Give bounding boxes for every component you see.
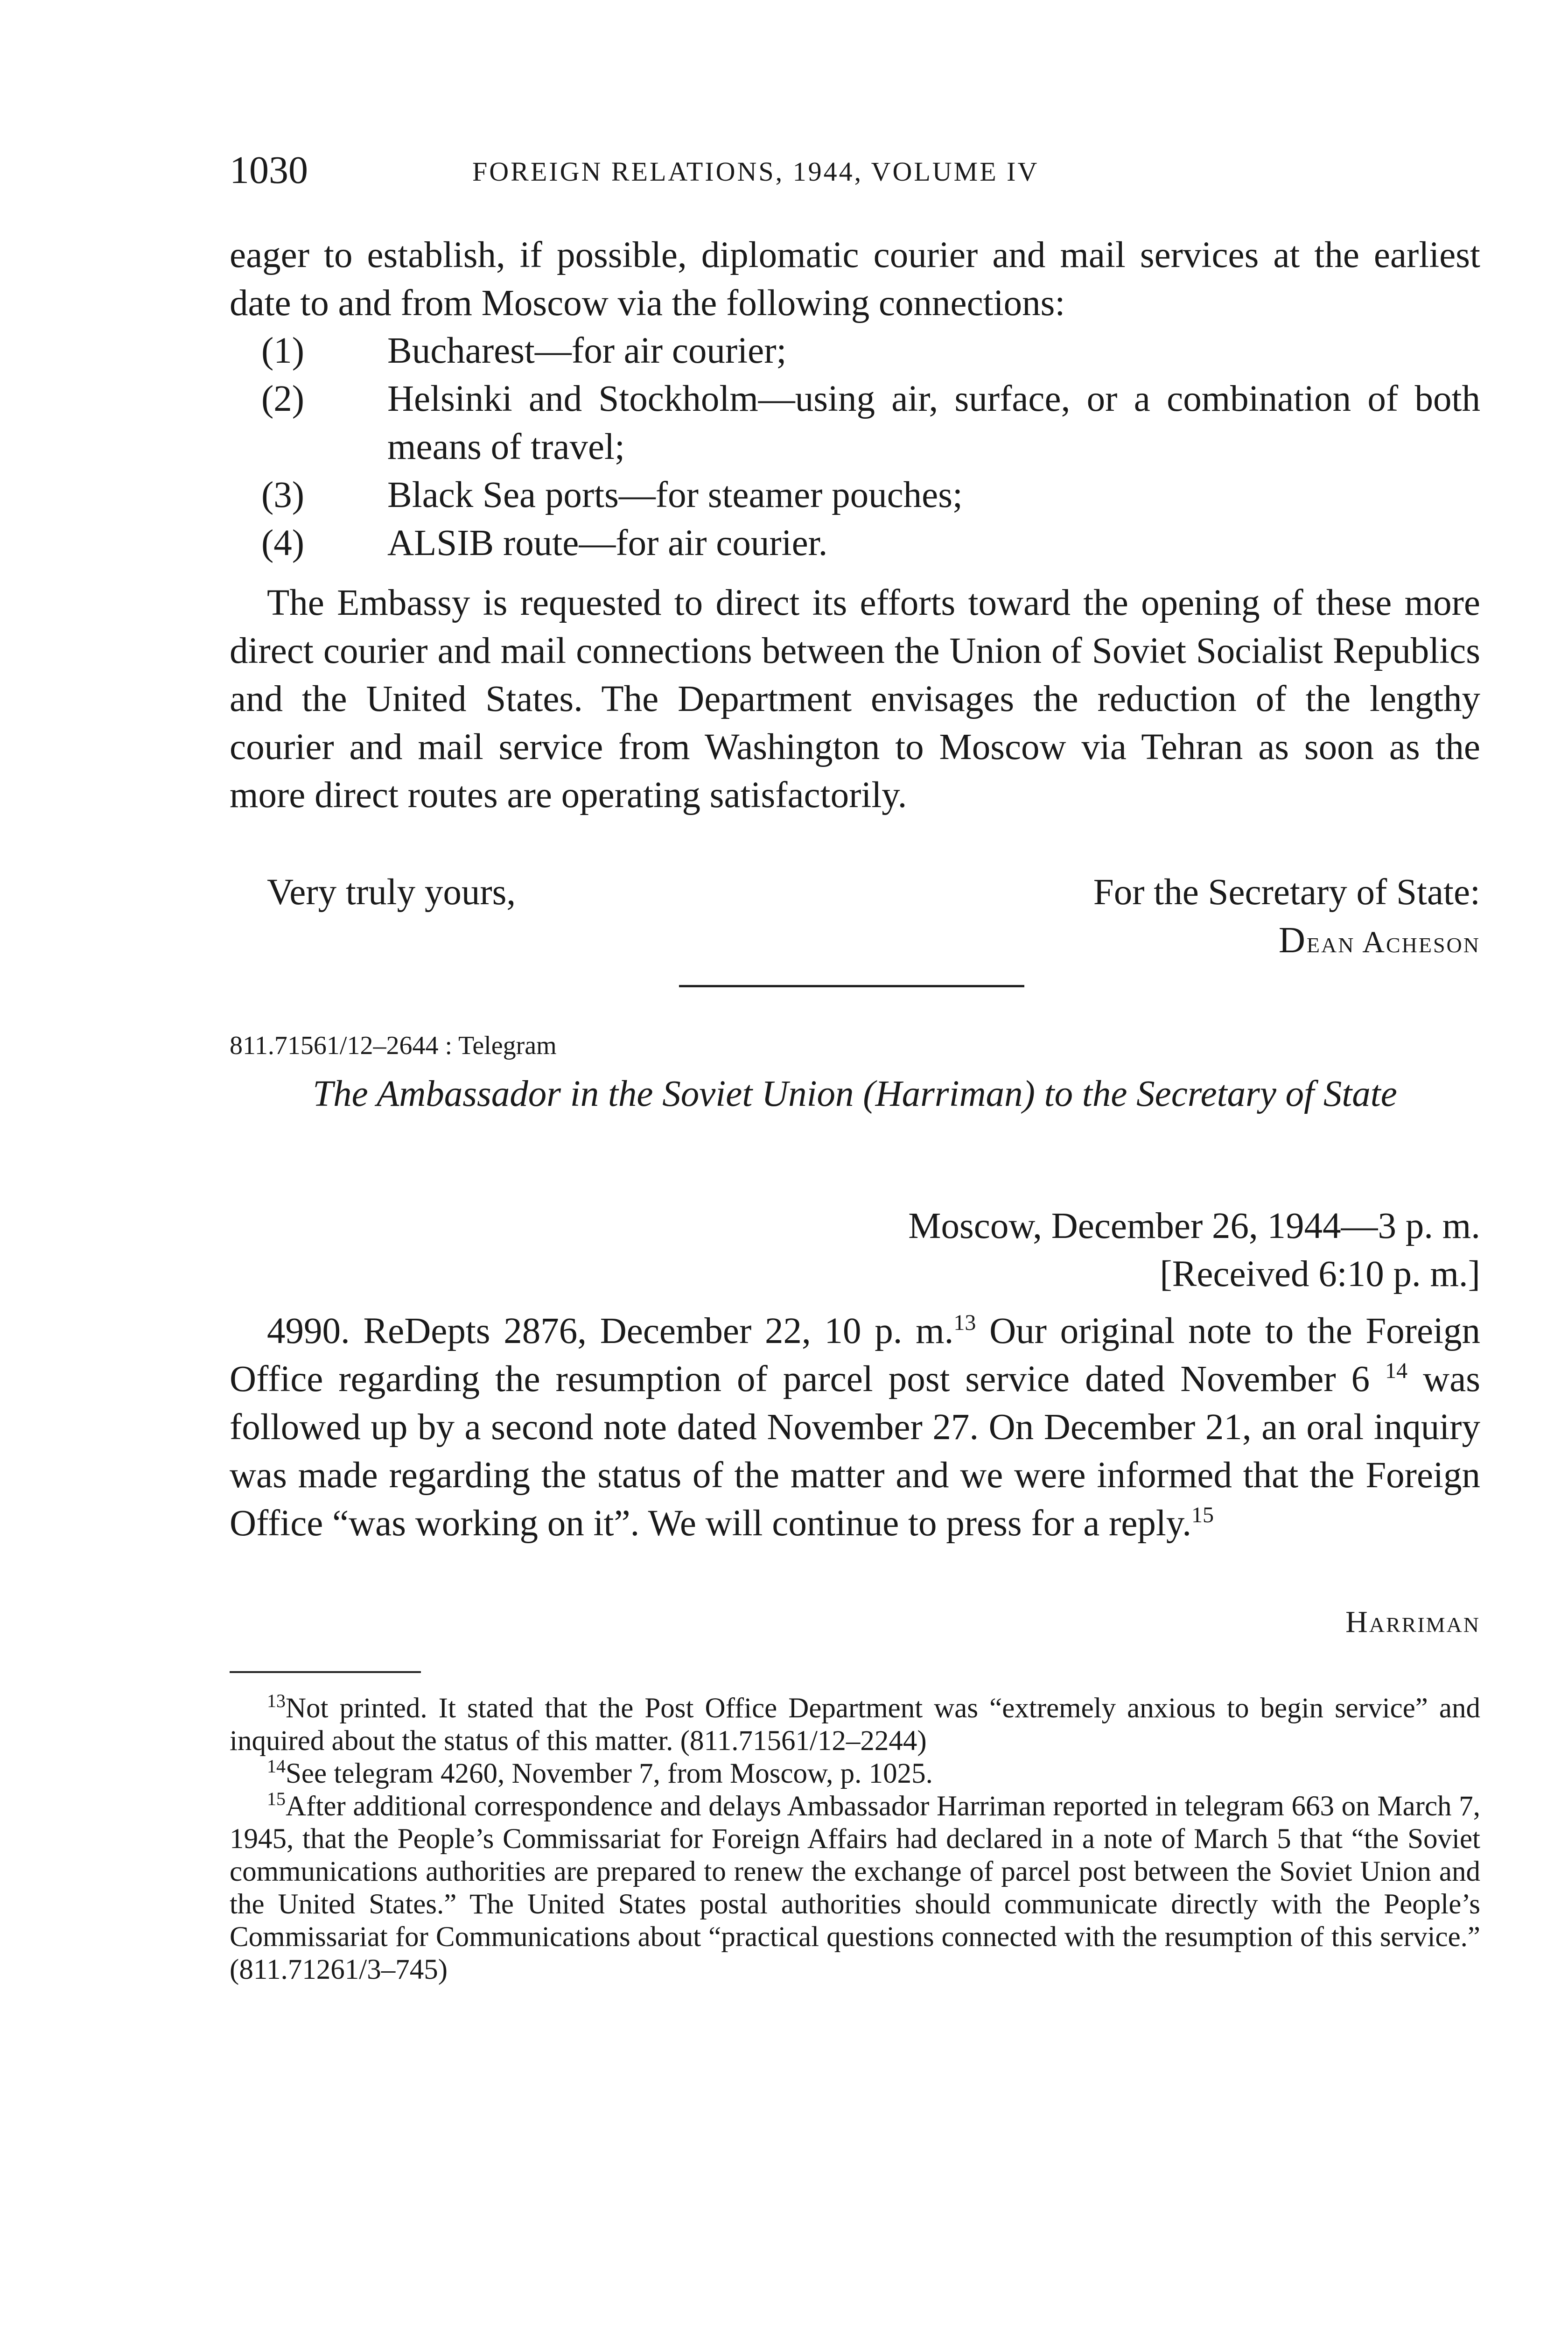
running-title: FOREIGN RELATIONS, 1944, VOLUME IV xyxy=(472,156,1039,187)
telegram-signer: Harriman xyxy=(1345,1605,1480,1639)
footnote xyxy=(230,1692,1480,1758)
footnote-text: Not printed. It stated that the Post Office Department was “extremely anxious to begin service” and inquired about the status of this matter. (811.71561/12–2244) xyxy=(230,1693,1480,1757)
telegram-text-part-3: was followed up by a second note dated November 27. On December 21, an oral inquiry was made regarding the status of the matter and we were informed that the Foreign Office “was working on it”. We will continue to press for a reply. xyxy=(230,1359,1480,1544)
footnote-ref-15[interactable]: 15 xyxy=(1191,1503,1214,1527)
footnote-ref-13[interactable]: 13 xyxy=(953,1310,976,1335)
connections-list xyxy=(261,327,1480,567)
letter-body-paragraph: The Embassy is requested to direct its efforts toward the opening of these more direct courier and mail connections between the Union of Soviet Socialist Republics and the United States. The Department envisages the reduction of the lengthy courier and mail service from Washington to Moscow via Tehran as soon as the more direct routes are operating satisfactorily. xyxy=(230,583,1480,815)
footnote-divider xyxy=(230,1671,421,1673)
list-item-number: (1) xyxy=(261,330,305,371)
footnote-number: 14 xyxy=(267,1756,286,1777)
list-item xyxy=(261,471,1480,519)
for-secretary-line: For the Secretary of State: xyxy=(1093,872,1480,913)
footnote-number: 15 xyxy=(267,1788,286,1809)
list-item xyxy=(261,327,1480,375)
footnote-text: After additional correspondence and delays Ambassador Harriman reported in telegram 663 on March 7, 1945, that the People’s Commissariat for Foreign Affairs had declared in a note of March 5 that “the Soviet communications authorities are prepared to renew the exchange of parcel post between the Soviet Union and the United States.” The United States postal authorities should communicate directly with the People’s Commissariat for Communications about “practical questions connected with the resumption of this service.” (811.71261/3–745) xyxy=(230,1791,1480,1985)
list-item xyxy=(261,375,1480,471)
document-title: The Ambassador in the Soviet Union (Harriman) to the Secretary of State xyxy=(313,1074,1397,1114)
footnotes xyxy=(230,1692,1480,1986)
footnote-number: 13 xyxy=(267,1690,286,1711)
footnote xyxy=(230,1790,1480,1986)
file-number: 811.71561/12–2644 : Telegram xyxy=(230,1031,557,1060)
list-item-number: (2) xyxy=(261,379,305,419)
dateline xyxy=(230,1202,1480,1298)
list-item-number: (3) xyxy=(261,475,305,515)
date-received: [Received 6:10 p. m.] xyxy=(1160,1254,1480,1294)
list-item-text: ALSIB route—for air courier. xyxy=(387,523,828,563)
list-item-number: (4) xyxy=(261,523,305,563)
page-header xyxy=(230,145,1480,196)
letter-signer: Dean Acheson xyxy=(1278,920,1480,961)
telegram-text-part-1: 4990. ReDepts 2876, December 22, 10 p. m. xyxy=(267,1311,954,1351)
section-divider xyxy=(679,985,1024,987)
letter-intro-paragraph: eager to establish, if possible, diplomatic courier and mail services at the earliest date to and from Moscow via the following connections: xyxy=(230,235,1480,323)
page-number: 1030 xyxy=(230,148,308,192)
footnote-text: See telegram 4260, November 7, from Moscow, p. 1025. xyxy=(286,1758,933,1789)
list-item-text: Helsinki and Stockholm—using air, surface, or a combination of both means of travel; xyxy=(387,379,1480,467)
telegram-body-paragraph xyxy=(230,1307,1480,1547)
telegram-text-part-2: Our original note to the Foreign Office regarding the resumption of parcel post service dated November 6 xyxy=(230,1311,1481,1399)
list-item-text: Bucharest—for air courier; xyxy=(387,330,787,371)
footnote-ref-14[interactable]: 14 xyxy=(1385,1358,1408,1383)
date-sent: Moscow, December 26, 1944—3 p. m. xyxy=(908,1206,1480,1246)
closing-salutation: Very truly yours, xyxy=(267,872,516,913)
footnote xyxy=(230,1758,1480,1790)
list-item xyxy=(261,519,1480,567)
letter-closing xyxy=(230,868,1480,915)
list-item-text: Black Sea ports—for steamer pouches; xyxy=(387,475,963,515)
